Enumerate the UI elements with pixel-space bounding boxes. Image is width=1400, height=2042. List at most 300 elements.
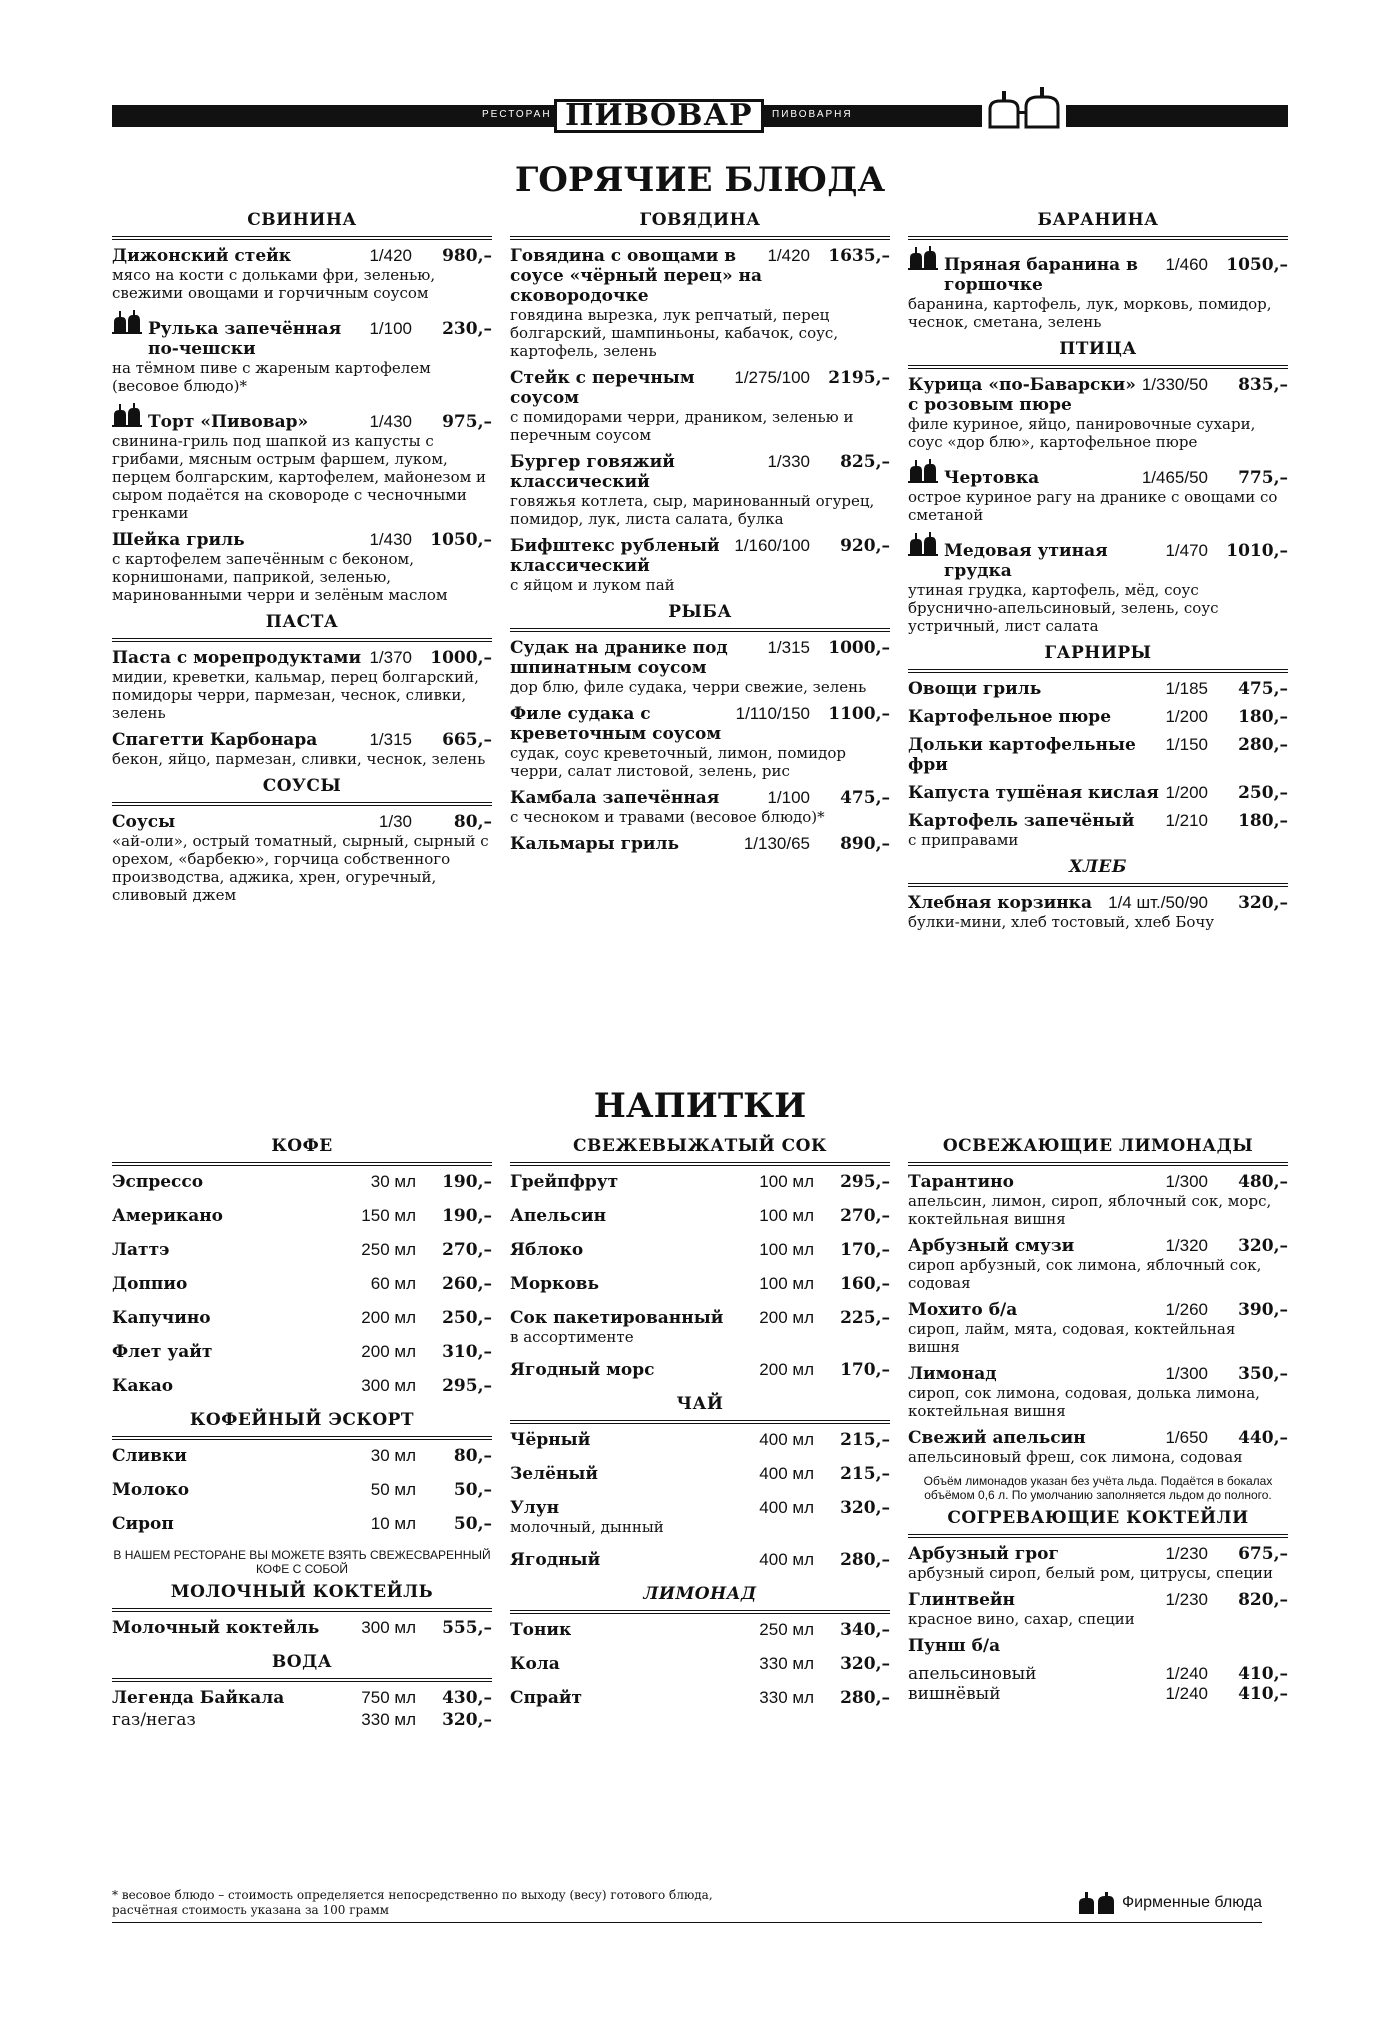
item-price: 1000,– — [430, 648, 492, 668]
drink-name: Сироп — [112, 1514, 174, 1534]
item-weight: 1/320 — [1165, 1236, 1208, 1255]
drinks-column-2 — [510, 1136, 890, 1722]
drink-name: Какао — [112, 1376, 174, 1396]
drink-name: Сливки — [112, 1446, 187, 1466]
drink-price: 555,– — [442, 1618, 492, 1638]
item-name: Кальмары гриль — [510, 834, 680, 854]
menu-item — [908, 1590, 1288, 1628]
drinks-title: НАПИТКИ — [593, 1086, 807, 1126]
drink-name: Чёрный — [510, 1430, 591, 1450]
item-weight: 1/315 — [767, 638, 810, 657]
drink-name: Флет уайт — [112, 1342, 213, 1362]
item-name: Соусы — [112, 812, 176, 832]
menu-item — [908, 375, 1288, 451]
item-weight: 1/430 — [369, 412, 412, 431]
item-description: свинина-гриль под шапкой из капусты с грибами, мясным острым фаршем, луком, перцем болгарским, картофелем, майонезом и сыром подаётся на сковороде с чесночными гренками — [112, 432, 487, 522]
item-description: судак, соус креветочный, лимон, помидор черри, салат листовой, зелень, рис — [510, 744, 846, 780]
drink-price: 50,– — [453, 1480, 492, 1500]
item-weight: 1/110/150 — [735, 704, 810, 723]
item-weight: 1/160/100 — [734, 536, 810, 555]
item-description: с чесноком и травами (весовое блюдо)* — [510, 808, 825, 826]
item-row — [510, 368, 890, 408]
item-row — [908, 783, 1288, 803]
menu-item — [908, 783, 1288, 803]
item-name: Картофельное пюре — [908, 707, 1112, 727]
item-price: 440,– — [1238, 1428, 1288, 1448]
item-name: Курица «по-Баварски» с розовым пюре — [908, 375, 1136, 415]
item-name: Говядина с овощами в соусе «чёрный перец» на сковородочке — [510, 246, 762, 306]
menu-item — [908, 532, 1288, 635]
item-weight: 1/465/50 — [1141, 468, 1208, 487]
drink-item — [510, 1550, 890, 1570]
drink-name: Легенда Байкала — [112, 1688, 285, 1708]
menu-item — [908, 1300, 1288, 1356]
item-description: утиная грудка, картофель, мёд, соус бруснично-апельсиновый, зелень, соус устричный, лист салата — [908, 581, 1219, 635]
item-name: Лимонад — [908, 1364, 997, 1384]
item-weight: 1/230 — [1165, 1544, 1208, 1563]
drink-name: Тоник — [510, 1620, 572, 1640]
drink-price: 190,– — [442, 1206, 492, 1226]
item-row — [908, 811, 1288, 831]
drink-item — [112, 1376, 492, 1396]
item-price: 180,– — [1238, 811, 1288, 831]
item-description: сироп, сок лимона, содовая, долька лимона, коктейльная вишня — [908, 1384, 1260, 1420]
menu-item — [908, 811, 1288, 849]
item-name: Бургер говяжий классический — [510, 452, 675, 492]
item-name: Дольки картофельные фри — [908, 735, 1136, 775]
item-price: 1050,– — [430, 530, 492, 550]
drink-price: 280,– — [840, 1688, 890, 1708]
menu-item — [510, 638, 890, 696]
section-title: СОУСЫ — [112, 776, 492, 806]
item-name: Паста с морепродуктами — [112, 648, 362, 668]
drink-price: 225,– — [840, 1308, 890, 1328]
item-description: «ай-оли», острый томатный, сырный, сырный с орехом, «барбекю», горчица собственного производства, аджика, хрен, огуречный, сливовый джем — [112, 832, 489, 904]
item-row — [510, 834, 890, 854]
item-description: сироп арбузный, сок лимона, яблочный сок, содовая — [908, 1256, 1262, 1292]
item-description: мясо на кости с дольками фри, зеленью, свежими овощами и горчичным соусом — [112, 266, 436, 302]
drink-item — [112, 1172, 492, 1192]
drink-item — [112, 1514, 492, 1534]
section-title: КОФЕЙНЫЙ ЭСКОРТ — [112, 1410, 492, 1440]
section-title: ПАСТА — [112, 612, 492, 642]
drink-volume: 400 мл — [759, 1498, 814, 1517]
item-weight: 1/130/65 — [743, 834, 810, 853]
item-name: Пунш б/а — [908, 1636, 1001, 1656]
item-price: 890,– — [840, 834, 890, 854]
item-description: говяжья котлета, сыр, маринованный огурец, помидор, лук, листа салата, булка — [510, 492, 875, 528]
drink-block — [510, 1308, 890, 1346]
drink-description: молочный, дынный — [510, 1518, 664, 1536]
item-price: 1100,– — [828, 704, 890, 724]
drink-item — [510, 1274, 890, 1294]
item-row — [908, 1172, 1288, 1192]
drink-name: Молоко — [112, 1480, 190, 1500]
item-price: 820,– — [1238, 1590, 1288, 1610]
item-weight: 1/460 — [1165, 255, 1208, 274]
drink-volume: 330 мл — [361, 1710, 416, 1729]
item-price: 410,– — [1238, 1684, 1288, 1704]
header-bar — [112, 98, 1288, 133]
menu-item — [908, 679, 1288, 699]
drink-item — [510, 1206, 890, 1226]
drink-name: Морковь — [510, 1274, 600, 1294]
item-row — [908, 707, 1288, 727]
drink-price: 270,– — [840, 1206, 890, 1226]
drink-volume: 100 мл — [759, 1172, 814, 1191]
drink-volume: 200 мл — [759, 1308, 814, 1327]
item-price: 410,– — [1238, 1664, 1288, 1684]
item-price: 835,– — [1238, 375, 1288, 395]
item-name: Глинтвейн — [908, 1590, 1015, 1610]
item-name: Хлебная корзинка — [908, 893, 1092, 913]
item-description: арбузный сироп, белый ром, цитрусы, специи — [908, 1564, 1273, 1582]
drink-name: Зелёный — [510, 1464, 598, 1484]
item-description: острое куриное рагу на дранике с овощами со сметаной — [908, 488, 1278, 524]
menu-item — [112, 403, 492, 522]
item-price: 775,– — [1238, 468, 1288, 488]
item-row — [908, 1664, 1288, 1684]
menu-item — [908, 1428, 1288, 1466]
drink-price: 50,– — [453, 1514, 492, 1534]
drink-name: Апельсин — [510, 1206, 607, 1226]
bottom-rule — [112, 1922, 1262, 1923]
drink-item — [510, 1498, 890, 1518]
drink-name: Спрайт — [510, 1688, 583, 1708]
drink-price: 295,– — [442, 1376, 492, 1396]
item-row — [908, 1236, 1288, 1256]
item-row — [510, 246, 890, 306]
item-row — [908, 1684, 1288, 1704]
item-weight: 1/100 — [767, 788, 810, 807]
drink-item — [112, 1274, 492, 1294]
section-title: ГАРНИРЫ — [908, 643, 1288, 673]
item-price: 480,– — [1238, 1172, 1288, 1192]
item-description: апельсин, лимон, сироп, яблочный сок, морс, коктейльная вишня — [908, 1192, 1272, 1228]
section-title: ЛИМОНАД — [510, 1584, 890, 1614]
menu-item — [908, 1684, 1288, 1704]
drink-item — [112, 1240, 492, 1260]
drink-volume: 150 мл — [361, 1206, 416, 1225]
footnote: * весовое блюдо – стоимость определяется непосредственно по выходу (весу) готового блюда, расчётная стоимость указана за 100 грамм — [112, 1888, 713, 1917]
item-price: 1635,– — [828, 246, 890, 266]
menu-item — [112, 812, 492, 904]
signature-label: Фирменные блюда — [1122, 1894, 1263, 1912]
drink-volume: 750 мл — [361, 1688, 416, 1707]
drink-item — [510, 1172, 890, 1192]
menu-item — [908, 735, 1288, 775]
drink-item — [112, 1688, 492, 1708]
item-weight: 1/430 — [369, 530, 412, 549]
item-weight: 1/370 — [369, 648, 412, 667]
drink-volume: 50 мл — [370, 1480, 416, 1499]
item-row — [112, 530, 492, 550]
drink-volume: 250 мл — [361, 1240, 416, 1259]
item-weight: 1/200 — [1165, 783, 1208, 802]
drink-item — [112, 1710, 492, 1730]
item-row — [908, 1364, 1288, 1384]
drink-price: 80,– — [453, 1446, 492, 1466]
item-weight: 1/275/100 — [734, 368, 810, 387]
item-description: мидии, креветки, кальмар, перец болгарский, помидоры черри, пармезан, чеснок, сливки, зелень — [112, 668, 479, 722]
item-name: Арбузный грог — [908, 1544, 1059, 1564]
drinks-column-1 — [112, 1136, 492, 1742]
item-price: 1000,– — [828, 638, 890, 658]
drink-item — [510, 1240, 890, 1260]
item-weight: 1/315 — [369, 730, 412, 749]
section-title: СОГРЕВАЮЩИЕ КОКТЕЙЛИ — [908, 1508, 1288, 1538]
item-name: апельсиновый — [908, 1664, 1037, 1684]
item-row — [112, 246, 492, 266]
menu-item — [908, 1172, 1288, 1228]
drink-item — [510, 1688, 890, 1708]
drink-item — [510, 1308, 890, 1328]
menu-item — [112, 310, 492, 395]
drink-volume: 400 мл — [759, 1550, 814, 1569]
item-price: 390,– — [1238, 1300, 1288, 1320]
item-name: Стейк с перечным соусом — [510, 368, 695, 408]
item-weight: 1/240 — [1165, 1664, 1208, 1683]
menu-item — [908, 1544, 1288, 1582]
column-2 — [510, 210, 890, 862]
section-note: Объём лимонадов указан без учёта льда. Подаётся в бокалах объёмом 0,6 л. По умолчанию заполняется льдом до полного. — [923, 1474, 1273, 1502]
drink-volume: 400 мл — [759, 1464, 814, 1483]
menu-item — [510, 834, 890, 854]
item-description: с приправами — [908, 831, 1019, 849]
item-description: с яйцом и луком пай — [510, 576, 675, 594]
item-weight: 1/300 — [1165, 1364, 1208, 1383]
item-name: Филе судака с креветочным соусом — [510, 704, 722, 744]
menu-item — [908, 459, 1288, 524]
drink-price: 340,– — [840, 1620, 890, 1640]
drink-volume: 30 мл — [370, 1172, 416, 1191]
item-name: Шейка гриль — [112, 530, 245, 550]
item-price: 230,– — [442, 319, 492, 339]
item-description: сироп, лайм, мята, содовая, коктейльная вишня — [908, 1320, 1236, 1356]
section-title: ВОДА — [112, 1652, 492, 1682]
item-weight: 1/210 — [1165, 811, 1208, 830]
menu-item — [510, 246, 890, 360]
item-description: говядина вырезка, лук репчатый, перец болгарский, шампиньоны, кабачок, соус, картофель, зелень — [510, 306, 839, 360]
drink-item — [510, 1464, 890, 1484]
menu-item — [908, 893, 1288, 931]
menu-item — [112, 730, 492, 768]
drink-volume: 100 мл — [759, 1240, 814, 1259]
item-weight: 1/30 — [378, 812, 412, 831]
item-weight: 1/470 — [1165, 541, 1208, 560]
section-title: ПТИЦА — [908, 339, 1288, 369]
menu-item — [908, 246, 1288, 331]
item-row — [510, 788, 890, 808]
section-title: КОФЕ — [112, 1136, 492, 1166]
menu-item — [112, 530, 492, 604]
item-name: Свежий апельсин — [908, 1428, 1086, 1448]
item-row — [908, 893, 1288, 913]
item-row — [510, 452, 890, 492]
section-title: СВЕЖЕВЫЖАТЫЙ СОК — [510, 1136, 890, 1166]
item-description: дор блю, филе судака, черри свежие, зелень — [510, 678, 867, 696]
item-row — [908, 375, 1288, 415]
item-name: Торт «Пивовар» — [148, 412, 309, 432]
section-title: РЫБА — [510, 602, 890, 632]
signature-dish-icon — [908, 246, 938, 270]
signature-dish-icon — [908, 459, 938, 483]
item-name: вишнёвый — [908, 1684, 1001, 1704]
drink-volume: 30 мл — [370, 1446, 416, 1465]
drink-name: Ягодный — [510, 1550, 601, 1570]
item-name: Рулька запечённая по-чешски — [148, 319, 342, 359]
item-price: 1010,– — [1226, 541, 1288, 561]
drinks-column-3 — [908, 1136, 1288, 1704]
column-1 — [112, 210, 492, 912]
item-name: Судак на дранике под шпинатным соусом — [510, 638, 728, 678]
drink-price: 215,– — [840, 1464, 890, 1484]
drink-item — [510, 1620, 890, 1640]
menu-item — [510, 536, 890, 594]
item-name: Арбузный смузи — [908, 1236, 1075, 1256]
item-weight: 1/185 — [1165, 679, 1208, 698]
item-row — [908, 246, 1288, 295]
item-description: апельсиновый фреш, сок лимона, содовая — [908, 1448, 1243, 1466]
item-price: 320,– — [1238, 893, 1288, 913]
item-price: 280,– — [1238, 735, 1288, 755]
item-name: Спагетти Карбонара — [112, 730, 318, 750]
signature-dish-icon — [112, 310, 142, 334]
item-description: красное вино, сахар, специи — [908, 1610, 1135, 1628]
drink-price: 215,– — [840, 1430, 890, 1450]
item-row — [112, 730, 492, 750]
drink-name: Грейпфрут — [510, 1172, 619, 1192]
item-row — [510, 704, 890, 744]
menu-item — [112, 246, 492, 302]
item-price: 180,– — [1238, 707, 1288, 727]
item-name: Пряная баранина в горшочке — [944, 255, 1138, 295]
menu-item — [510, 788, 890, 826]
drink-name: Эспрессо — [112, 1172, 204, 1192]
drink-item — [112, 1480, 492, 1500]
drink-volume: 100 мл — [759, 1206, 814, 1225]
item-weight: 1/300 — [1165, 1172, 1208, 1191]
item-price: 350,– — [1238, 1364, 1288, 1384]
menu-item — [112, 648, 492, 722]
drink-name: Ягодный морс — [510, 1360, 655, 1380]
item-price: 475,– — [1238, 679, 1288, 699]
drink-volume: 200 мл — [361, 1308, 416, 1327]
item-weight: 1/150 — [1165, 735, 1208, 754]
item-price: 980,– — [442, 246, 492, 266]
section-title: МОЛОЧНЫЙ КОКТЕЙЛЬ — [112, 1582, 492, 1612]
item-description: баранина, картофель, лук, морковь, помидор, чеснок, сметана, зелень — [908, 295, 1272, 331]
menu-item — [908, 1236, 1288, 1292]
drink-price: 280,– — [840, 1550, 890, 1570]
item-price: 250,– — [1238, 783, 1288, 803]
item-name: Бифштекс рубленый классический — [510, 536, 720, 576]
item-row — [112, 648, 492, 668]
item-row — [908, 1636, 1288, 1656]
item-price: 475,– — [840, 788, 890, 808]
drink-name: Молочный коктейль — [112, 1618, 320, 1638]
drink-price: 320,– — [840, 1498, 890, 1518]
item-weight: 1/4 шт./50/90 — [1108, 893, 1208, 912]
drink-volume: 60 мл — [370, 1274, 416, 1293]
drink-price: 250,– — [442, 1308, 492, 1328]
drink-price: 310,– — [442, 1342, 492, 1362]
drink-volume: 200 мл — [759, 1360, 814, 1379]
item-weight: 1/230 — [1165, 1590, 1208, 1609]
header-right: ПИВОВАРНЯ — [772, 109, 853, 120]
drink-item — [510, 1654, 890, 1674]
signature-dish-icon — [908, 532, 938, 556]
drink-block — [510, 1498, 890, 1536]
drink-volume: 330 мл — [759, 1688, 814, 1707]
signature-dish-icon — [112, 403, 142, 427]
drink-item — [510, 1430, 890, 1450]
item-name: Капуста тушёная кислая — [908, 783, 1159, 803]
item-row — [112, 310, 492, 359]
item-name: Камбала запечённая — [510, 788, 720, 808]
signature-legend — [1076, 1892, 1262, 1914]
hot-dishes-title: ГОРЯЧИЕ БЛЮДА — [514, 160, 886, 200]
item-row — [908, 1544, 1288, 1564]
column-3 — [908, 210, 1288, 939]
menu-item — [510, 452, 890, 528]
brewery-icon — [982, 87, 1066, 129]
section-title: БАРАНИНА — [908, 210, 1288, 240]
menu-item — [908, 1664, 1288, 1684]
drink-price: 320,– — [442, 1710, 492, 1730]
item-description: филе куриное, яйцо, панировочные сухари, соус «дор блю», картофельное пюре — [908, 415, 1256, 451]
drink-price: 260,– — [442, 1274, 492, 1294]
item-name: Мохито б/а — [908, 1300, 1018, 1320]
item-row — [908, 679, 1288, 699]
drink-name: Доппио — [112, 1274, 188, 1294]
section-title: ГОВЯДИНА — [510, 210, 890, 240]
menu-item — [510, 704, 890, 780]
drink-price: 295,– — [840, 1172, 890, 1192]
item-row — [510, 638, 890, 678]
section-title: ОСВЕЖАЮЩИЕ ЛИМОНАДЫ — [908, 1136, 1288, 1166]
drink-price: 320,– — [840, 1654, 890, 1674]
item-description: на тёмном пиве с жареным картофелем (весовое блюдо)* — [112, 359, 431, 395]
item-price: 320,– — [1238, 1236, 1288, 1256]
drink-volume: 100 мл — [759, 1274, 814, 1293]
item-weight: 1/330/50 — [1141, 375, 1208, 394]
menu-item — [908, 1636, 1288, 1656]
drink-price: 190,– — [442, 1172, 492, 1192]
item-name: Овощи гриль — [908, 679, 1042, 699]
drink-name: Яблоко — [510, 1240, 584, 1260]
item-price: 2195,– — [828, 368, 890, 388]
item-price: 975,– — [442, 412, 492, 432]
item-row — [908, 1428, 1288, 1448]
drink-name: Кола — [510, 1654, 560, 1674]
item-row — [908, 735, 1288, 775]
item-row — [112, 403, 492, 432]
section-title: СВИНИНА — [112, 210, 492, 240]
item-weight: 1/420 — [767, 246, 810, 265]
logo: ПИВОВАР — [554, 99, 764, 133]
menu-item — [908, 707, 1288, 727]
drink-volume: 300 мл — [361, 1376, 416, 1395]
section-title: ЧАЙ — [510, 1394, 890, 1424]
item-name: Дижонский стейк — [112, 246, 292, 266]
drink-item — [112, 1308, 492, 1328]
item-weight: 1/650 — [1165, 1428, 1208, 1447]
drink-item — [510, 1360, 890, 1380]
item-name: Тарантино — [908, 1172, 1014, 1192]
item-weight: 1/200 — [1165, 707, 1208, 726]
item-description: булки-мини, хлеб тостовый, хлеб Бочу — [908, 913, 1215, 931]
